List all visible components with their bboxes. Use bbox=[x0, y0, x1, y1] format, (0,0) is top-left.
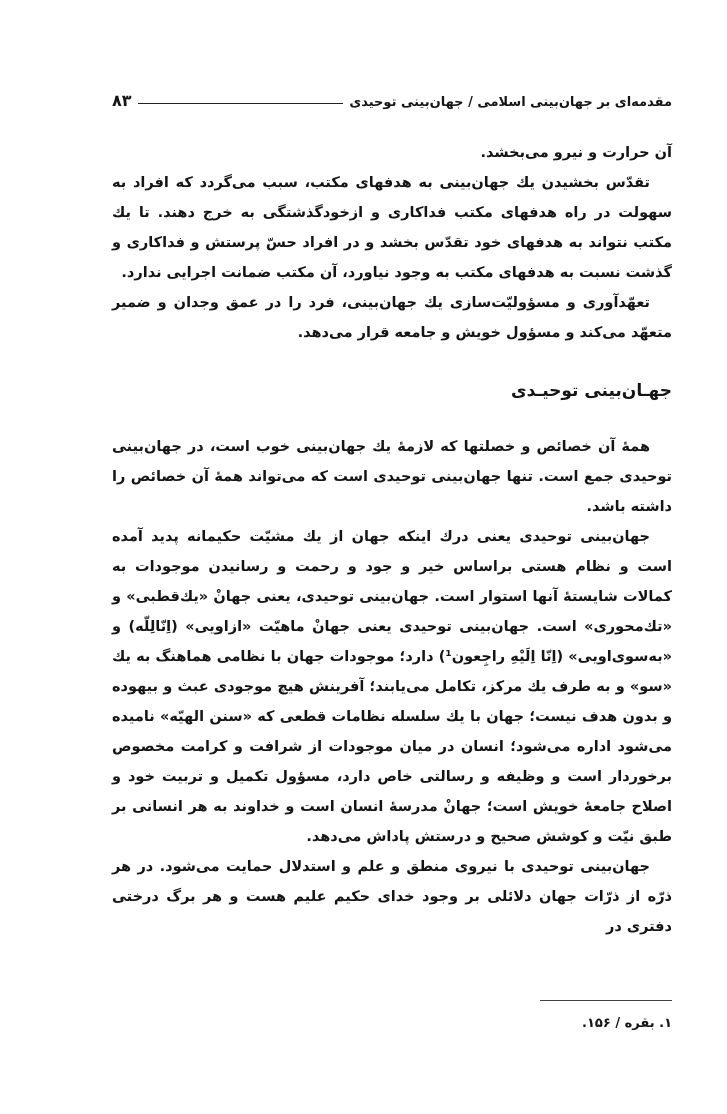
body-text bbox=[112, 138, 672, 942]
page-number: ۸۳ bbox=[112, 91, 132, 110]
paragraph: تعهّدآوری و مسؤولیّت‌سازی یك جهان‌بینی، فرد را در عمق وجدان و ضمیر متعهّد می‌کند و مسؤول خویش و جامعه قرار می‌دهد. bbox=[112, 295, 672, 341]
footnote: ۱. بقره / ۱۵۶. bbox=[582, 1016, 672, 1031]
paragraph: همهٔ آن خصائص و خصلتها که لازمهٔ یك جهان‌بینی خوب است، در جهان‌بینی توحیدی جمع است. تنها جهان‌بینی توحیدی است که می‌تواند همهٔ آن خصائص را داشته باشد. bbox=[112, 439, 672, 515]
section-heading: جهـان‌بینی توحیـدی bbox=[510, 381, 672, 401]
paragraph: جهان‌بینی توحیدی یعنی درك اینکه جهان از یك مشیّت حکیمانه پدید آمده است و نظام هستی براساس خیر و جود و رحمت و رسانیدن موجودات به کمالات شایستهٔ آنها استوار است. جهان‌بینی توحیدی، یعنی جهانْ «یك‌قطبی» و «تك‌محوری» است. جهان‌بینی توحیدی یعنی جهانْ ماهیّت «ازاویی» (اِنّالِلّه) و «به‌سوی‌اویی» (اِنّا اِلَیْهِ راجِعون¹) دارد؛ موجودات جهان با نظامی هماهنگ به یك «سو» و به طرف یك مرکز، تکامل می‌یابند؛ آفرینش هیچ موجودی عبث و بیهوده و بدون هدف نیست؛ جهان با یك سلسله نظامات قطعی که «سنن الهیّه» نامیده می‌شود اداره می‌شود؛ انسان در میان موجودات از شرافت و کرامت مخصوص برخوردار است و وظیفه و رسالتی خاص دارد، مسؤول تکمیل و تربیت خود و اصلاح جامعهٔ خویش است؛ جهانْ مدرسهٔ انسان است و خداوند به هر انسانی بر طبق نیّت و کوشش صحیح و درستش پاداش می‌دهد. bbox=[112, 529, 673, 845]
running-header bbox=[112, 88, 672, 110]
paragraph: جهان‌بینی توحیدی با نیروی منطق و علم و استدلال حمایت می‌شود. در هر ذرّه از ذرّات جهان دلائلی بر وجود خدای حکیم علیم هست و هر برگ درختی دفتری در bbox=[112, 859, 672, 935]
running-header-title: مقدمه‌ای بر جهان‌بینی اسلامی / جهان‌بینی توحیدی bbox=[349, 95, 672, 110]
header-rule bbox=[138, 103, 344, 104]
paragraph: آن حرارت و نیرو می‌بخشد. bbox=[480, 145, 672, 161]
footnote-rule bbox=[540, 1000, 672, 1001]
paragraph: تقدّس بخشیدن یك جهان‌بینی به هدفهای مکتب، سبب می‌گردد که افراد به سهولت در راه هدفهای مکتب فداکاری و ازخودگذشتگی به خرج دهند. تا یك مکتب نتواند به هدفهای خود تقدّس بخشد و در افراد حسّ پرستش و فداکاری و گذشت نسبت به هدفهای مکتب به وجود نیاورد، آن مکتب ضمانت اجرایی ندارد. bbox=[112, 175, 672, 281]
